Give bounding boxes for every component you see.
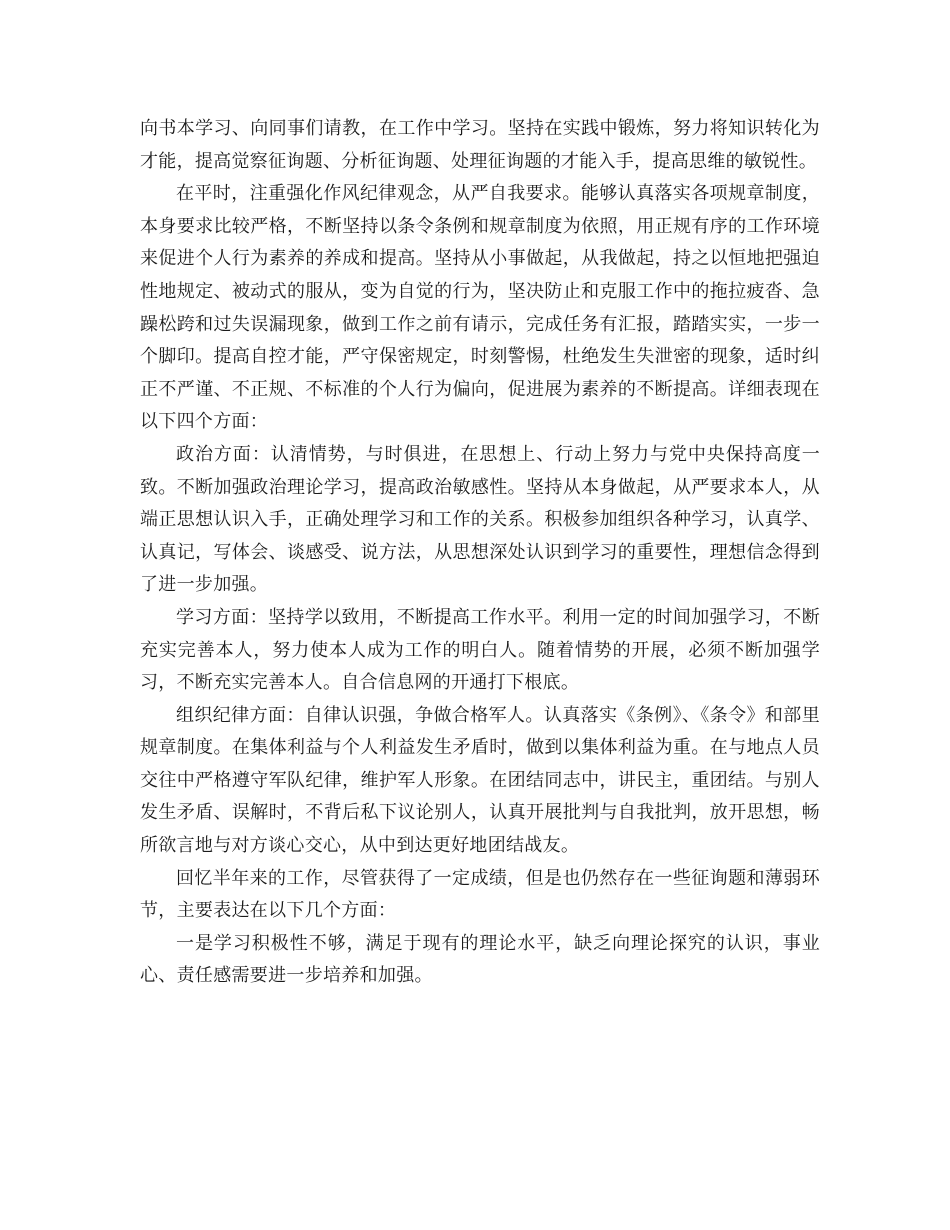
paragraph-continuation: 向书本学习、向同事们请教，在工作中学习。坚持在实践中锻炼，努力将知识转化为才能，提高觉察征询题、分析征询题、处理征询题的才能入手，提高思维的敏锐性。 xyxy=(140,118,820,172)
paragraph-discipline: 在平时，注重强化作风纪律观念，从严自我要求。能够认真落实各项规章制度，本身要求比较严格，不断坚持以条令条例和规章制度为依照，用正规有序的工作环境来促进个人行为素养的养成和提高。坚持从小事做起，从我做起，持之以恒地把强迫性地规定、被动式的服从，变为自觉的行为，坚决防止和克服工作中的拖拉疲沓、急躁松跨和过失误漏现象，做到工作之前有请示，完成任务有汇报，踏踏实实，一步一个脚印。提高自控才能，严守保密规定，时刻警惕，杜绝发生失泄密的现象，适时纠正不严谨、不正规、不标准的个人行为偏向，促进展为素养的不断提高。详细表现在以下四个方面： xyxy=(140,183,820,433)
paragraph-organization: 组织纪律方面：自律认识强，争做合格军人。认真落实《条例》、《条令》和部里规章制度。在集体利益与个人利益发生矛盾时，做到以集体利益为重。在与地点人员交往中严格遵守军队纪律，维护军人形象。在团结同志中，讲民主，重团结。与别人发生矛盾、误解时，不背后私下议论别人，认真开展批判与自我批判，放开思想，畅所欲言地与对方谈心交心，从中到达更好地团结战友。 xyxy=(140,704,820,857)
document-body xyxy=(140,113,820,993)
paragraph-political: 政治方面：认清情势，与时俱进，在思想上、行动上努力与党中央保持高度一致。不断加强政治理论学习，提高政治敏感性。坚持从本身做起，从严要求本人，从端正思想认识入手，正确处理学习和工作的关系。积极参加组织各种学习，认真学、认真记，写体会、谈感受、说方法，从思想深处认识到学习的重要性，理想信念得到了进一步加强。 xyxy=(140,443,820,596)
paragraph-review: 回忆半年来的工作，尽管获得了一定成绩，但是也仍然存在一些征询题和薄弱环节，主要表达在以下几个方面： xyxy=(140,867,820,922)
paragraph-study: 学习方面：坚持学以致用，不断提高工作水平。利用一定的时间加强学习，不断充实完善本人，努力使本人成为工作的明白人。随着情势的开展，必须不断加强学习，不断充实完善本人。自合信息网的开通打下根底。 xyxy=(140,606,820,694)
paragraph-shortcoming-1: 一是学习积极性不够，满足于现有的理论水平，缺乏向理论探究的认识，事业心、责任感需要进一步培养和加强。 xyxy=(140,932,820,987)
